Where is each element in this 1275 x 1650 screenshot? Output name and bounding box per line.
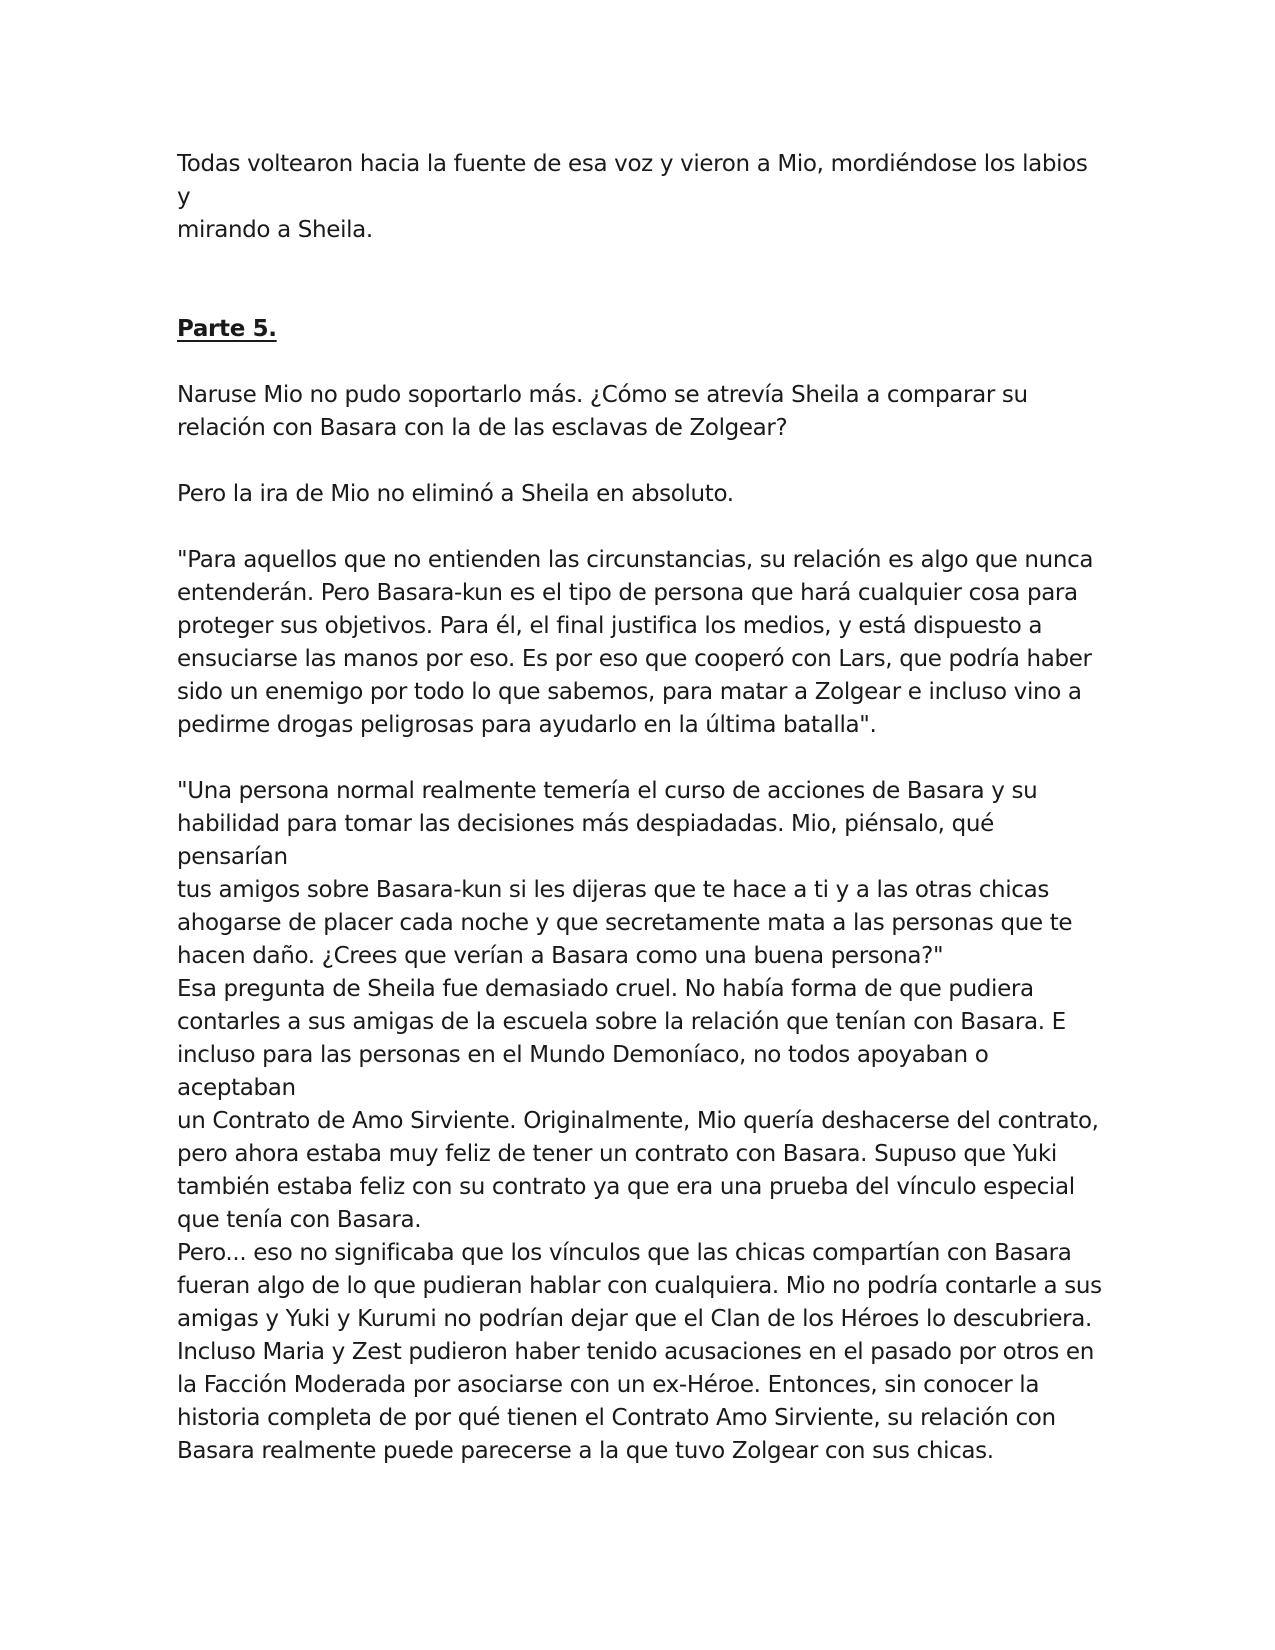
text-line: habilidad para tomar las decisiones más despiadadas. Mio, piénsalo, qué pensarían (177, 811, 994, 870)
text-line: ensuciarse las manos por eso. Es por eso que cooperó con Lars, que podría haber (177, 646, 1092, 672)
text-line: Basara realmente puede parecerse a la que tuvo Zolgear con sus chicas. (177, 1438, 994, 1464)
text-line: Pero la ira de Mio no eliminó a Sheila en absoluto. (177, 481, 734, 507)
text-line: sido un enemigo por todo lo que sabemos, para matar a Zolgear e incluso vino a (177, 679, 1082, 705)
paragraph-intro (177, 148, 1107, 247)
paragraph-vinculos (177, 1237, 1107, 1468)
paragraph-quote-2 (177, 775, 1107, 973)
text-line: Naruse Mio no pudo soportarlo más. ¿Cómo se atrevía Sheila a comparar su (177, 382, 1028, 408)
text-line: tus amigos sobre Basara-kun si les dijeras que te hace a ti y a las otras chicas (177, 877, 1049, 903)
paragraph-naruse (177, 379, 1107, 445)
section-heading-text: Parte 5. (177, 316, 277, 342)
text-line: Todas voltearon hacia la fuente de esa voz y vieron a Mio, mordiéndose los labios y (177, 151, 1088, 210)
text-line: la Facción Moderada por asociarse con un ex-Héroe. Entonces, sin conocer la (177, 1372, 1040, 1398)
text-line: proteger sus objetivos. Para él, el final justifica los medios, y está dispuesto a (177, 613, 1043, 639)
text-line: "Para aquellos que no entienden las circunstancias, su relación es algo que nunca (177, 547, 1094, 573)
text-line: ahogarse de placer cada noche y que secretamente mata a las personas que te (177, 910, 1073, 936)
text-line: que tenía con Basara. (177, 1207, 422, 1233)
text-line: Pero... eso no significaba que los vínculos que las chicas compartían con Basara (177, 1240, 1072, 1266)
paragraph-pregunta (177, 973, 1107, 1237)
section-heading (177, 313, 1107, 346)
paragraph-ira (177, 478, 1107, 511)
text-line: hacen daño. ¿Crees que verían a Basara como una buena persona?" (177, 943, 944, 969)
paragraph-quote-1 (177, 544, 1107, 742)
text-line: fueran algo de lo que pudieran hablar con cualquiera. Mio no podría contarle a sus (177, 1273, 1102, 1299)
text-line: contarles a sus amigas de la escuela sobre la relación que tenían con Basara. E (177, 1009, 1066, 1035)
text-line: Incluso Maria y Zest pudieron haber tenido acusaciones en el pasado por otros en (177, 1339, 1094, 1365)
text-line: historia completa de por qué tienen el Contrato Amo Sirviente, su relación con (177, 1405, 1056, 1431)
text-line: "Una persona normal realmente temería el curso de acciones de Basara y su (177, 778, 1038, 804)
text-line: Esa pregunta de Sheila fue demasiado cruel. No había forma de que pudiera (177, 976, 1034, 1002)
text-line: entenderán. Pero Basara-kun es el tipo de persona que hará cualquier cosa para (177, 580, 1078, 606)
text-line: mirando a Sheila. (177, 217, 373, 243)
text-line: también estaba feliz con su contrato ya que era una prueba del vínculo especial (177, 1174, 1075, 1200)
text-line: amigas y Yuki y Kurumi no podrían dejar que el Clan de los Héroes lo descubriera. (177, 1306, 1092, 1332)
text-line: incluso para las personas en el Mundo Demoníaco, no todos apoyaban o aceptaban (177, 1042, 989, 1101)
text-line: un Contrato de Amo Sirviente. Originalmente, Mio quería deshacerse del contrato, (177, 1108, 1099, 1134)
text-line: relación con Basara con la de las esclavas de Zolgear? (177, 415, 788, 441)
text-line: pedirme drogas peligrosas para ayudarlo en la última batalla". (177, 712, 877, 738)
text-line: pero ahora estaba muy feliz de tener un contrato con Basara. Supuso que Yuki (177, 1141, 1057, 1167)
